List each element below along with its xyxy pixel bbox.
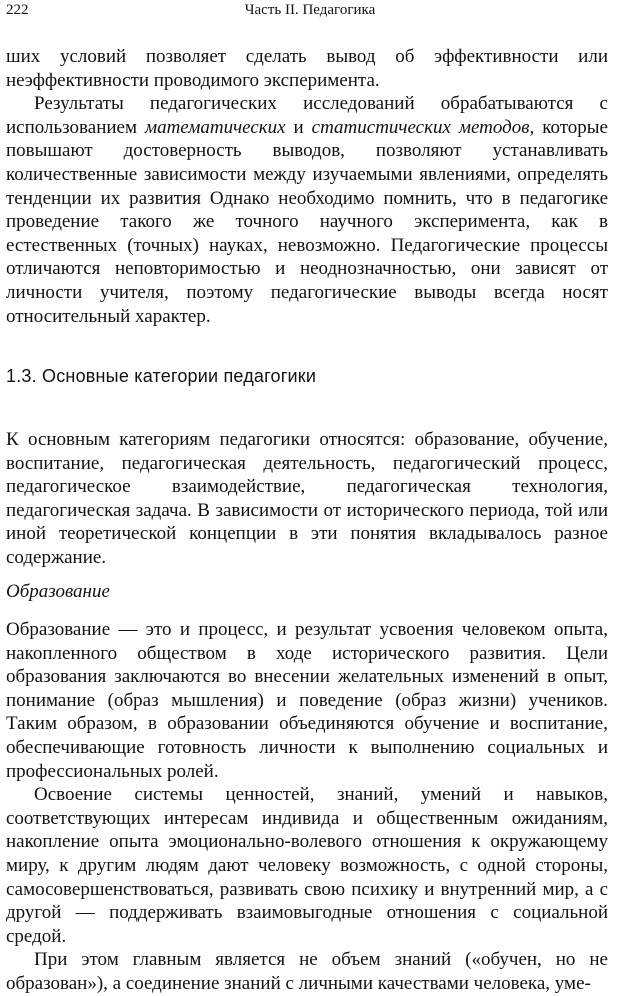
paragraph-text: которые повышают достоверность выводов, позволяют устанавливать количественные зависимости между изучаемыми явлениями, определять тенденции их развития Однако необходимо помнить, что в педагогике проведение такого же точного научного эксперимента, как в естественных (точных) науках, невозможно. Педагогические процессы отличаются неповторимостью и неоднозначностью, они зависят от личности учителя, поэтому педагогические выводы всегда носят относительный характер.	[6, 116, 608, 327]
paragraph-categories: К основным категориям педагогики относятся: образование, обучение, воспитание, педагогическая деятельность, педагогический процесс, педагогическое взаимодействие, педагогическая технология, педагогическая задача. В зависимости от исторического периода, той или иной теоретической концепции в эти понятия вкладывалось разное содержание.	[6, 429, 608, 568]
emphasis-math-methods: математических	[144, 116, 286, 138]
section-heading: 1.3. Основные категории педагогики	[6, 366, 317, 386]
page-number: 222	[6, 2, 29, 18]
paragraph-text: Результаты педагогических исследований обрабатываются с использованием	[6, 93, 608, 138]
paragraph-continuation: ших условий позволяет сделать вывод об эффективности или неэффективности проводимого эксперимента.	[6, 46, 608, 91]
running-head: Часть II. Педагогика	[244, 2, 376, 18]
emphasis-stat-methods: статистических методов,	[311, 116, 535, 138]
paragraph-research-results	[6, 92, 608, 328]
paragraph-education-definition: Образование — это и процесс, и результат усвоения человеком опыта, накопленного обществом в ходе исторического развития. Цели образования заключаются во внесении желательных изменений в опыт, понимание (образ мышления) и поведение (образ жизни) учеников. Таким образом, в образовании объединяются обучение и воспитание, обеспечивающие готовность личности к выполнению социальных и профессиональных ролей.	[6, 619, 608, 782]
page-header	[6, 2, 614, 26]
subheading-education: Образование	[6, 581, 110, 602]
education-block	[6, 618, 608, 996]
paragraph-knowledge: При этом главным является не объем знаний («обучен, но не образован»), а соединение знаний с личными качествами человека, уме-	[6, 949, 608, 994]
section-block	[6, 428, 608, 570]
intro-block	[6, 45, 608, 328]
paragraph-text: и	[285, 116, 312, 138]
paragraph-values: Освоение системы ценностей, знаний, умений и навыков, соответствующих интересам индивида и общественным ожиданиям, накопление опыта эмоционально-волевого отношения к окружающему миру, к другим людям дают человеку возможность, с одной стороны, самосовершенствоваться, развивать свою психику и внутренний мир, а с другой — поддерживать взаимовыгодные отношения с социальной средой.	[6, 784, 608, 947]
